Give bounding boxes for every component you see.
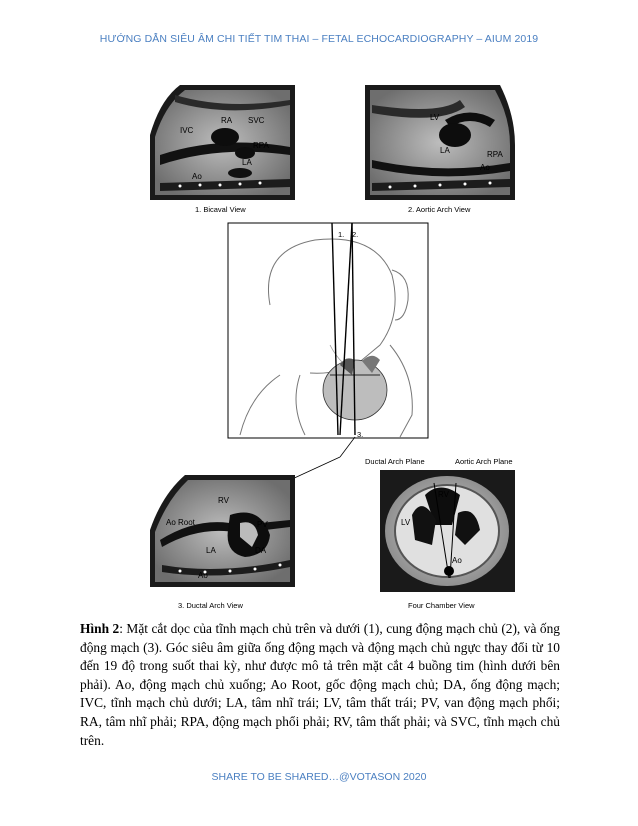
aortic-arch-plane-label: Aortic Arch Plane: [455, 457, 513, 466]
aortic-label-ao: Ao: [480, 163, 490, 172]
four-chamber-label-ao: Ao: [452, 556, 462, 565]
ductal-label-rv: RV: [218, 496, 229, 505]
ductal-arch-view-panel: [150, 475, 295, 610]
bicaval-view-panel: [150, 85, 295, 214]
aortic-label-la: LA: [440, 146, 450, 155]
aortic-label-rpa: RPA: [487, 150, 503, 159]
bicaval-label-svc: SVC: [248, 116, 265, 125]
plane-number-2: 2.: [352, 230, 359, 239]
figure-caption: [80, 620, 560, 750]
bicaval-label-rpa: RPA: [253, 141, 269, 150]
bicaval-label-ra: RA: [221, 116, 233, 125]
ductal-label-ao-root: Ao Root: [166, 518, 195, 527]
bicaval-label-ivc: IVC: [180, 126, 194, 135]
four-chamber-caption: Four Chamber View: [408, 601, 475, 610]
aortic-caption: 2. Aortic Arch View: [408, 205, 471, 214]
ductal-label-la: LA: [206, 546, 216, 555]
four-chamber-label-lv: LV: [401, 518, 411, 527]
echocardiography-figure: [140, 75, 520, 620]
four-chamber-label-rv: RV: [438, 490, 449, 499]
aortic-arch-view-panel: [365, 85, 515, 214]
bicaval-label-la: LA: [242, 158, 252, 167]
page-footer: SHARE TO BE SHARED…@VOTASON 2020: [211, 771, 427, 783]
page-header: HƯỚNG DẪN SIÊU ÂM CHI TIẾT TIM THAI – FETAL ECHOCARDIOGRAPHY – AIUM 2019: [99, 33, 539, 45]
ductal-label-da: DA: [255, 546, 267, 555]
caption-lead: Hình 2: [80, 621, 120, 636]
bicaval-caption: 1. Bicaval View: [195, 205, 246, 214]
ductal-label-ao: Ao: [198, 571, 208, 580]
fetus-illustration: [228, 223, 428, 439]
aortic-label-lv: LV: [430, 113, 440, 122]
plane-number-1: 1.: [338, 230, 345, 239]
plane-number-3: 3.: [357, 430, 364, 439]
caption-text: : Mặt cắt dọc của tĩnh mạch chủ trên và dưới (1), cung động mạch chủ (2), và ống động mạch (3). Góc siêu âm giữa ống động mạch và động mạch chủ ngực thay đổi từ 10 đến 19 độ trong suốt thai kỳ, như được mô tả trên mặt cắt 4 buồng tim (hình dưới bên phải). Ao, động mạch chủ xuống; Ao Root, gốc động mạch chủ; DA, ống động mạch; IVC, tĩnh mạch chủ dưới; LA, tâm nhĩ trái; LV, tâm thất trái; PV, van động mạch phổi; RA, tâm nhĩ phải; RPA, động mạch phổi phải; RV, tâm thất phải; và SVC, tĩnh mạch chủ trên.: [80, 621, 560, 748]
ductal-caption: 3. Ductal Arch View: [178, 601, 243, 610]
four-chamber-view-panel: [380, 470, 515, 610]
ductal-arch-plane-label: Ductal Arch Plane: [365, 457, 425, 466]
ductal-label-pv: PV: [257, 520, 268, 529]
bicaval-label-ao: Ao: [192, 172, 202, 181]
